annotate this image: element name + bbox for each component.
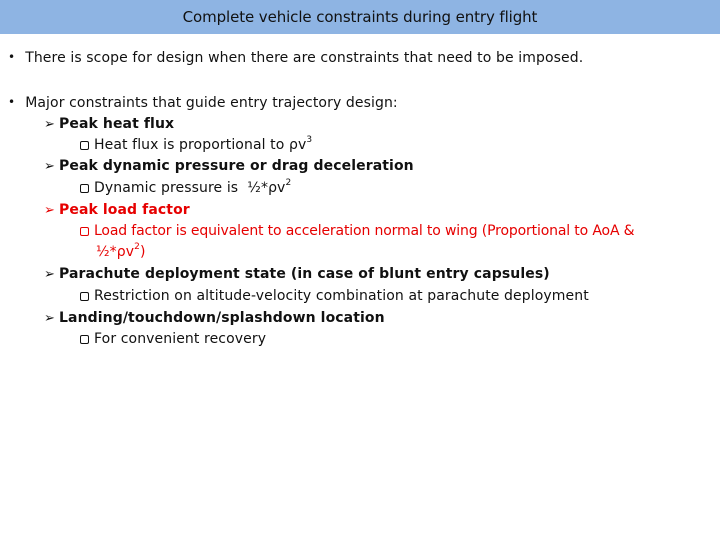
constraint-label: Peak dynamic pressure or drag deceleration [59, 158, 414, 174]
checkbox-bullet-icon [80, 141, 89, 150]
exponent: 3 [306, 135, 313, 146]
constraint-heading [44, 265, 550, 284]
constraint-detail-text: Load factor is equivalent to acceleration normal to wing (Proportional to AoA & [94, 223, 635, 239]
constraint-heading [44, 309, 385, 328]
intro-bullet-text: There is scope for design when there are constraints that need to be imposed. [25, 50, 584, 66]
arrow-bullet-icon: ➢ [44, 311, 55, 326]
slide-title: Complete vehicle constraints during entry flight [182, 8, 538, 26]
constraint-heading [44, 201, 190, 220]
bullet-dot-icon: • [8, 95, 16, 109]
constraint-heading [44, 157, 414, 176]
checkbox-bullet-icon [80, 335, 89, 344]
constraint-detail [80, 222, 634, 240]
checkbox-bullet-icon [80, 184, 89, 193]
constraint-detail-continued [96, 243, 146, 261]
constraint-detail-text: Dynamic pressure is ½*ρv [94, 180, 286, 196]
arrow-bullet-icon: ➢ [44, 117, 55, 132]
constraint-detail-text: For convenient recovery [94, 331, 267, 347]
checkbox-bullet-icon [80, 227, 89, 236]
constraint-label: Peak load factor [59, 202, 190, 218]
constraint-heading [44, 115, 174, 134]
major-bullet-text: Major constraints that guide entry trajectory design: [25, 95, 398, 111]
constraint-detail-text: ½*ρv [96, 244, 135, 260]
constraint-label: Parachute deployment state (in case of blunt entry capsules) [59, 266, 550, 282]
exponent: 2 [285, 178, 292, 189]
constraint-detail-text: Restriction on altitude-velocity combination at parachute deployment [94, 288, 589, 304]
constraint-detail [80, 136, 312, 154]
constraint-label: Peak heat flux [59, 116, 175, 132]
major-bullet [8, 94, 398, 112]
arrow-bullet-icon: ➢ [44, 159, 55, 174]
bullet-dot-icon: • [8, 50, 16, 64]
arrow-bullet-icon: ➢ [44, 203, 55, 218]
constraint-detail-text: Heat flux is proportional to ρv [94, 137, 307, 153]
arrow-bullet-icon: ➢ [44, 267, 55, 282]
constraint-detail [80, 330, 266, 348]
intro-bullet [8, 49, 583, 67]
constraint-detail [80, 287, 589, 305]
exponent: 2 [134, 242, 140, 253]
checkbox-bullet-icon [80, 292, 89, 301]
constraint-detail [80, 179, 291, 197]
constraint-label: Landing/touchdown/splashdown location [59, 310, 385, 326]
constraint-detail-suffix: ) [139, 244, 146, 260]
